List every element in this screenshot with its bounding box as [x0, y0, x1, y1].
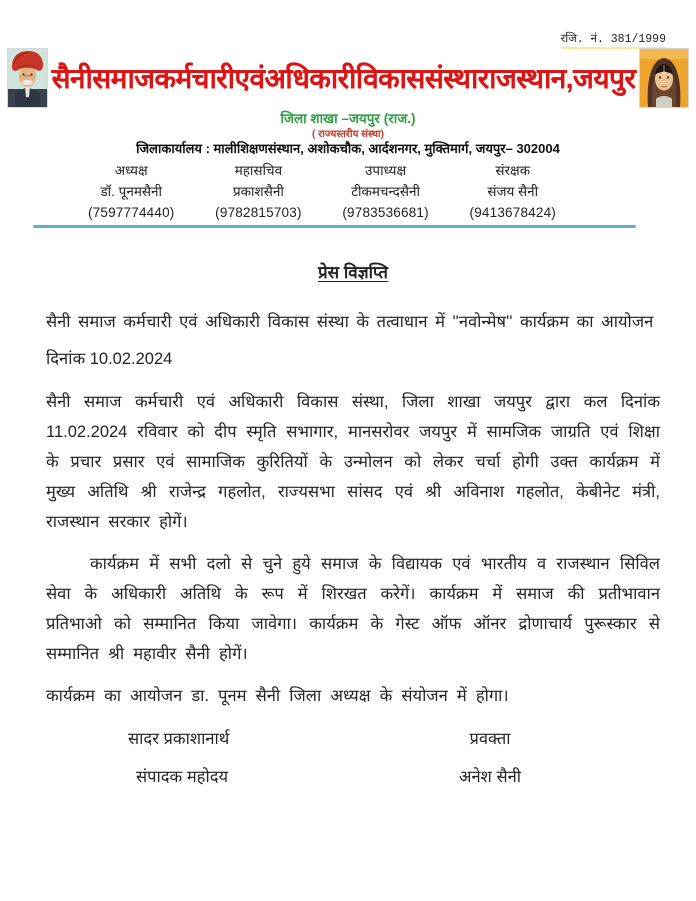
officer-phone: (9413678424) — [469, 205, 556, 220]
subject-line: सैनी समाज कर्मचारी एवं अधिकारी विकास संस्था के तत्वाधान में ''नवोन्मेष'' कार्यक्रम का आयोजन — [46, 313, 654, 331]
signature-row-2 — [46, 762, 660, 792]
officer-role: महासचिव — [234, 163, 283, 178]
organization-level-line: ( राज्यस्तरीय संस्था) — [312, 129, 384, 140]
teal-divider-rule — [33, 225, 636, 228]
officer-phone: (7597774440) — [88, 205, 175, 220]
officer-name: टीकमचन्दसैनी — [351, 184, 420, 199]
officer-name: संजय सैनी — [487, 184, 539, 199]
officer-phone: (9783536681) — [342, 205, 429, 220]
press-release-body — [46, 258, 660, 792]
officer-role: अध्यक्ष — [114, 163, 148, 178]
officer-role: संरक्षक — [495, 163, 531, 178]
officer-name: प्रकाशसैनी — [232, 184, 284, 199]
officer-general-secretary — [215, 160, 301, 223]
letterhead — [0, 48, 696, 108]
signature-row-1 — [46, 724, 660, 754]
officer-role: उपाध्यक्ष — [365, 163, 407, 178]
organization-title: सैनीसमाजकर्मचारीएवंअधिकारीविकाससंस्थाराजस्थान,जयपुर — [51, 63, 636, 94]
savitribai-phule-portrait — [639, 48, 689, 108]
publication-request-label: सादर प्रकाशानार्थ — [128, 730, 230, 748]
paragraph-guests: कार्यक्रम में सभी दलो से चुने हुये समाज के विद्यायक एवं भारतीय व राजस्थान सिविल सेवा के अधिकारी अतिथि के रूप में शिरखत करेगें। कार्यक्रम में समाज की प्रतीभावान प्रतिभाओ को सम्मानित किया जावेगा। कार्यक्रम के गेस्ट ऑफ ऑनर द्रोणाचार्य पुरूस्कार से सम्मानित श्री महावीर सैनी होगें। — [46, 555, 660, 663]
spokesperson-name: अनेश सैनी — [458, 768, 522, 786]
spokesperson-label: प्रवक्ता — [469, 730, 511, 748]
registration-number: रजि. नं. 381/1999 — [561, 31, 666, 49]
editor-label: संपादक महोदय — [136, 768, 229, 786]
officer-name: डॉ. पूनमसैनी — [100, 184, 163, 199]
branch-line: जिला शाखा –जयपुर (राज.) — [280, 111, 416, 126]
paragraph-event-details: सैनी समाज कर्मचारी एवं अधिकारी विकास संस्था, जिला शाखा जयपुर द्वारा कल दिनांक 11.02.2024 रविवार को दीप स्मृति सभागार, मानसरोवर जयपुर में सामजिक जाग्रति एवं शिक्षा के प्रचार प्रसार एवं सामाजिक कुरितियों के उन्मोलन को लेकर चर्चा होगी उक्त कार्यक्रम में मुख्य अतिथि श्री राजेन्द्र गहलोत, राज्यसभा सांसद एवं श्री अविनाश गहलोत, केबीनेट मंत्री, राजस्थान सरकार होगें। — [46, 393, 660, 531]
paragraph-convener: कार्यक्रम का आयोजन डा. पूनम सैनी जिला अध्यक्ष के संयोजन में होगा। — [46, 687, 509, 705]
officer-vice-president — [342, 160, 428, 223]
officers-row — [88, 160, 556, 223]
jyotiba-phule-portrait — [7, 48, 48, 108]
officer-patron — [470, 160, 556, 223]
officer-president — [88, 160, 174, 223]
office-address-line: जिलाकार्यालय : मालीशिक्षणसंस्थान, अशोकचौक, आर्दशनगर, मुक्तिमार्ग, जयपुर– 302004 — [136, 141, 560, 156]
officer-phone: (9782815703) — [215, 205, 302, 220]
press-release-heading: प्रेस विज्ञप्ति — [318, 263, 388, 282]
date-line: दिनांक 10.02.2024 — [46, 350, 173, 368]
